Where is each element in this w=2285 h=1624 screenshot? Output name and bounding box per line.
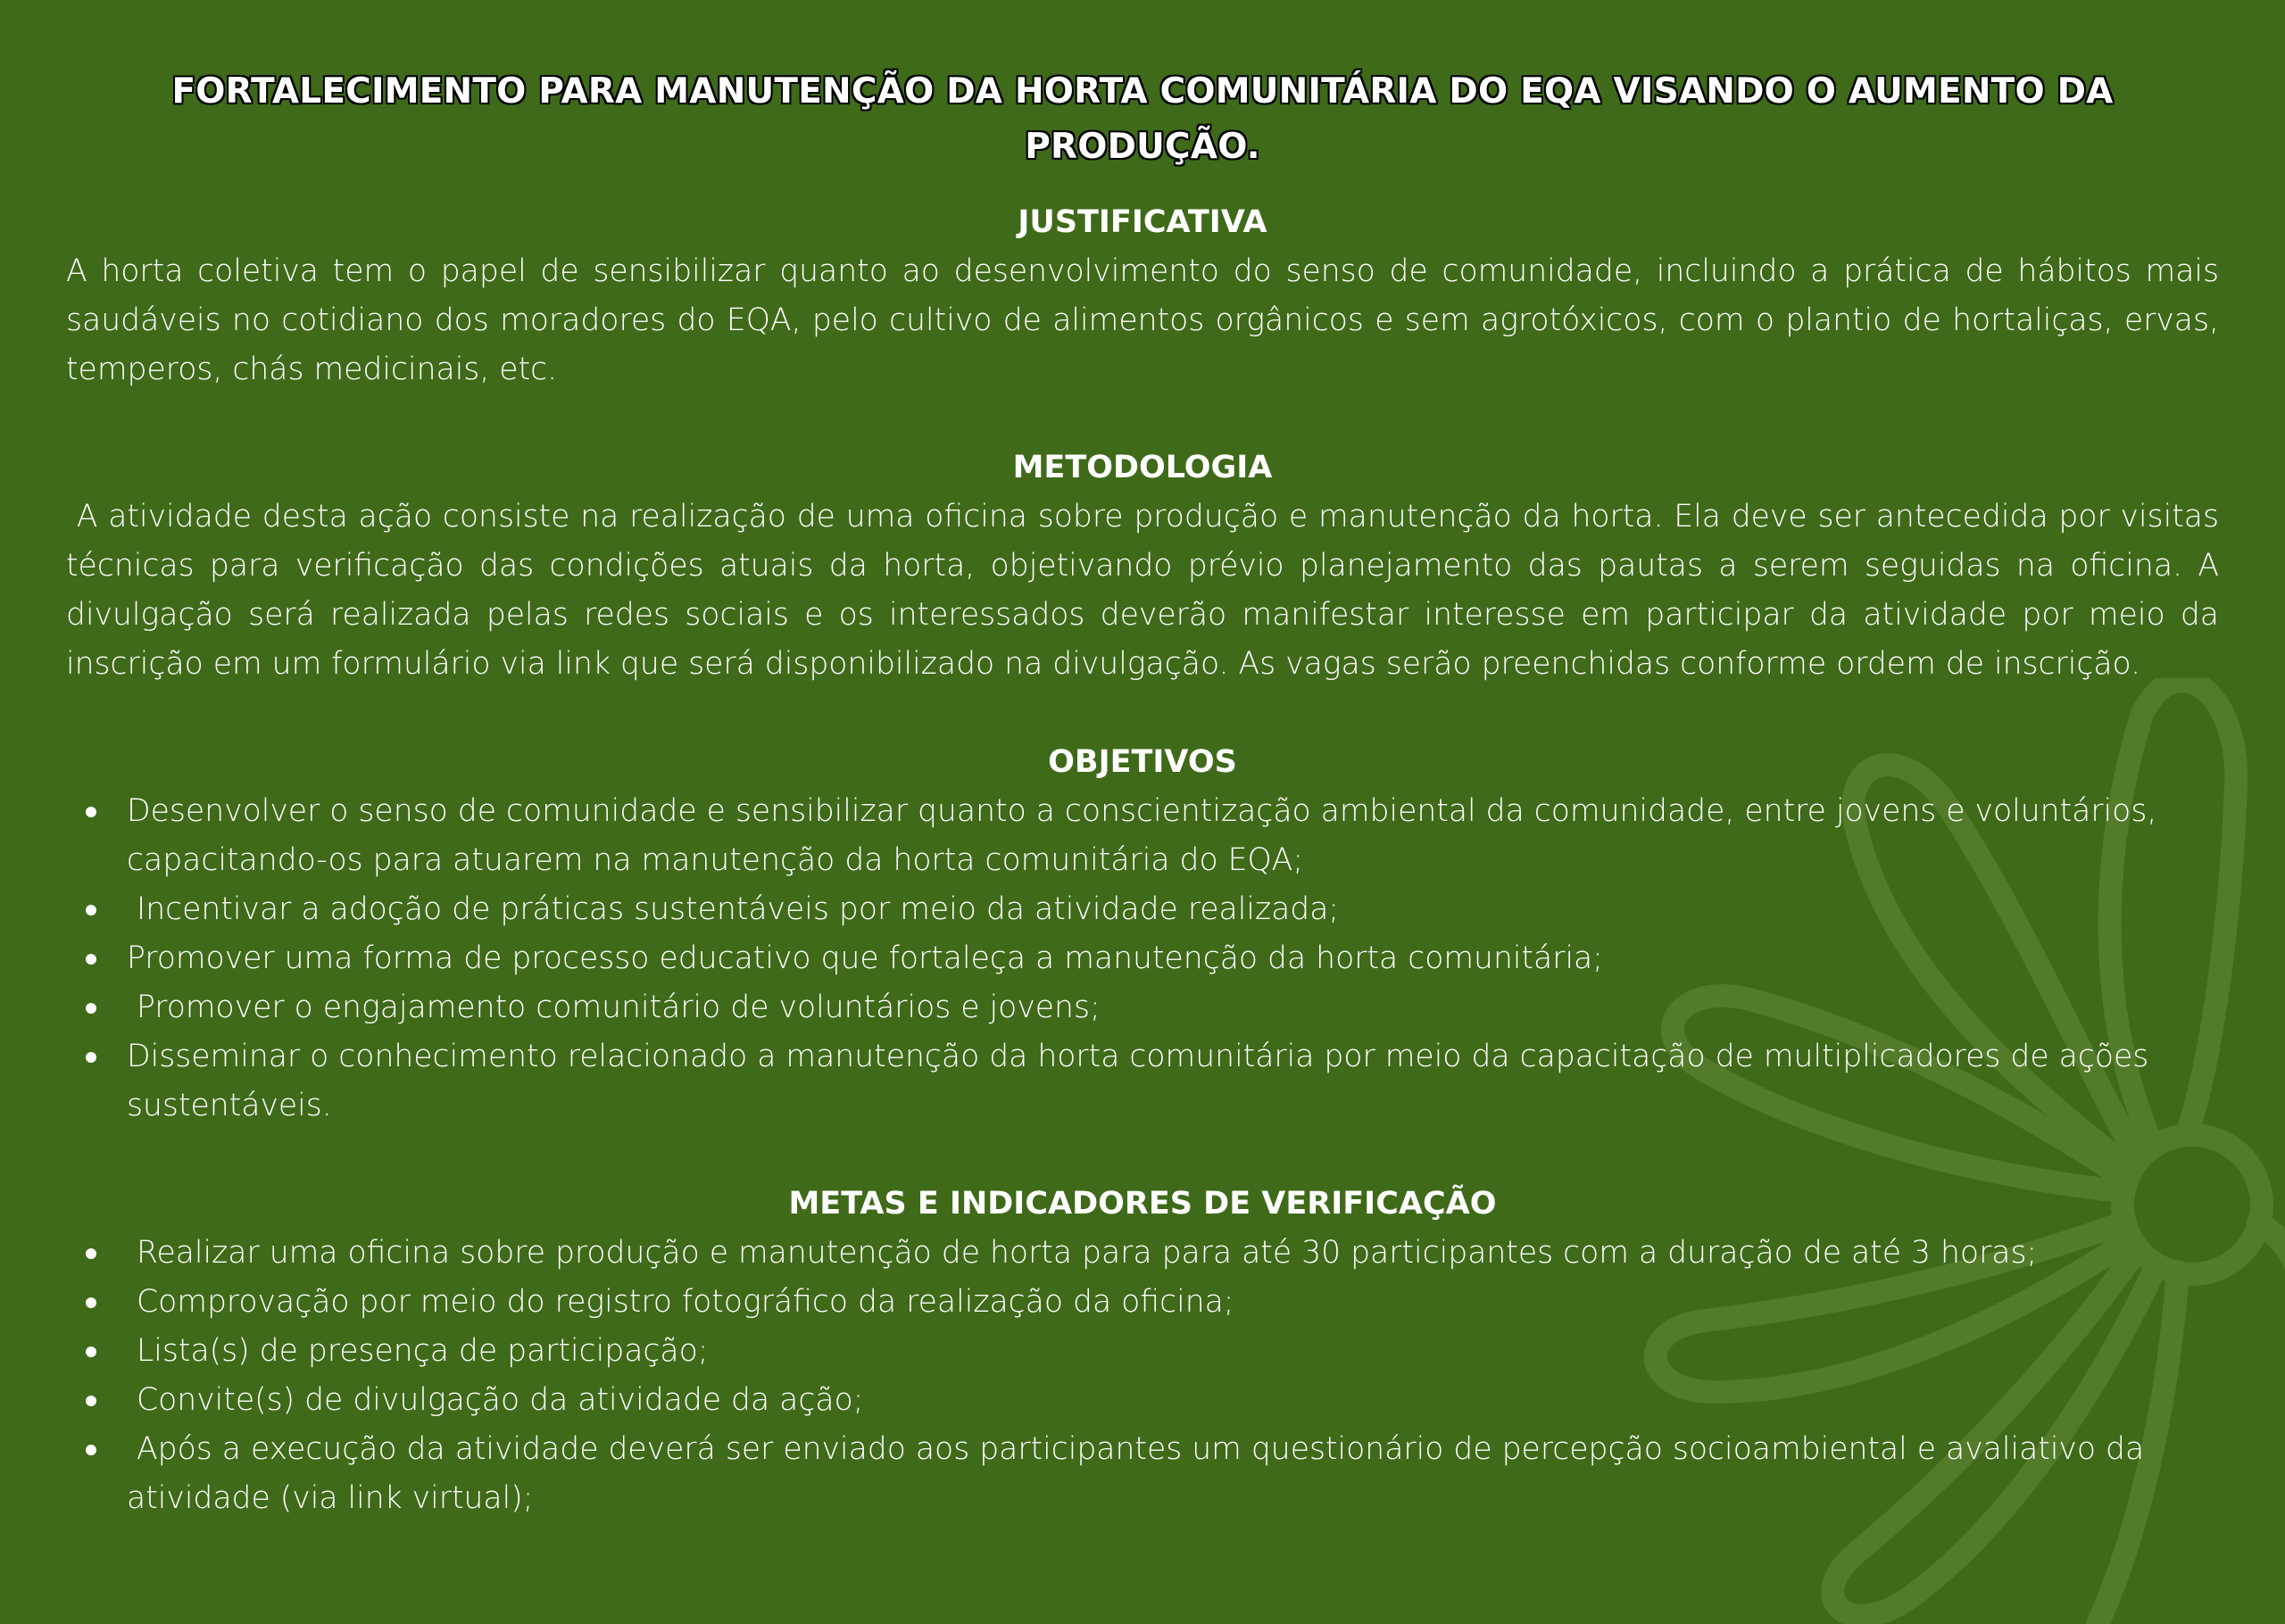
bullet-icon bbox=[86, 1346, 96, 1357]
bullet-icon bbox=[86, 1003, 96, 1014]
section-heading: METAS E INDICADORES DE VERIFICAÇÃO bbox=[788, 1186, 1497, 1222]
section-metodologia bbox=[66, 443, 2229, 689]
bullet-icon bbox=[86, 1248, 96, 1259]
list-item bbox=[66, 1229, 2219, 1278]
list-item bbox=[66, 1425, 2219, 1523]
section-paragraph: A horta coletiva tem o papel de sensibilizar quanto ao desenvolvimento do senso de comunidade, incluindo a prática de hábitos mais saudáveis no cotidiano dos moradores do EQA, pelo cultivo de alimentos orgânicos e sem agrotóxicos, com o plantio de hortaliças, ervas, temperos, chás medicinais, etc. bbox=[66, 253, 2219, 387]
bullet-icon bbox=[86, 1445, 96, 1455]
list-item bbox=[66, 934, 2219, 983]
list-item-text: Após a execução da atividade deverá ser enviado aos participantes um questionário de percepção socioambiental e avaliativo da atividade (via link virtual); bbox=[127, 1431, 2155, 1516]
list-item-text: Desenvolver o senso de comunidade e sensibilizar quanto a conscientização ambiental da comunidade, entre jovens e voluntários, capacitando-os para atuarem na manutenção da horta comunitária do EQA; bbox=[127, 793, 2157, 878]
list-item-text: Realizar uma oficina sobre produção e manutenção de horta para para até 30 participantes com a duração de até 3 horas; bbox=[127, 1235, 2038, 1271]
document-title: FORTALECIMENTO PARA MANUTENÇÃO DA HORTA COMUNITÁRIA DO EQA VISANDO O AUMENTO DA PRODUÇÃO. bbox=[171, 71, 2114, 167]
bullet-icon bbox=[86, 807, 96, 817]
list-item-text: Promover o engajamento comunitário de voluntários e jovens; bbox=[127, 990, 1101, 1025]
section-heading: METODOLOGIA bbox=[1012, 450, 1273, 485]
list-item-text: Promover uma forma de processo educativo que fortaleça a manutenção da horta comunitária; bbox=[127, 940, 1603, 976]
section-paragraph: A atividade desta ação consiste na realização de uma oficina sobre produção e manutenção da horta. Ela deve ser antecedida por visitas técnicas para verificação das condições atuais da horta, objetivando prévio planejamento das pautas a serem seguidas na oficina. A divulgação será realizada pelas redes sociais e os interessados deverão manifestar interesse em participar da atividade por meio da inscrição em um formulário via link que será disponibilizado na divulgação. As vagas serão preenchidas conforme ordem de inscrição. bbox=[66, 499, 2229, 682]
bullet-icon bbox=[86, 1297, 96, 1308]
objectives-list bbox=[66, 787, 2219, 1131]
list-item bbox=[66, 787, 2219, 885]
list-item bbox=[66, 983, 2219, 1032]
bullet-icon bbox=[86, 905, 96, 916]
section-metas-indicadores bbox=[66, 1180, 2219, 1523]
goals-list bbox=[66, 1229, 2219, 1523]
bullet-icon bbox=[86, 954, 96, 965]
list-item bbox=[66, 1278, 2219, 1327]
list-item bbox=[66, 885, 2219, 934]
document-body bbox=[66, 64, 2229, 1523]
section-heading: OBJETIVOS bbox=[1048, 744, 1237, 780]
list-item-text: Lista(s) de presença de participação; bbox=[127, 1333, 709, 1369]
list-item-text: Incentivar a adoção de práticas sustentáveis por meio da atividade realizada; bbox=[127, 891, 1340, 927]
list-item bbox=[66, 1376, 2219, 1425]
section-objetivos bbox=[66, 738, 2219, 1131]
bullet-icon bbox=[86, 1052, 96, 1063]
list-item-text: Comprovação por meio do registro fotográfico da realização da oficina; bbox=[127, 1284, 1234, 1320]
list-item bbox=[66, 1327, 2219, 1376]
list-item-text: Disseminar o conhecimento relacionado a manutenção da horta comunitária por meio da capacitação de multiplicadores de ações sustentáveis. bbox=[127, 1039, 2149, 1123]
list-item bbox=[66, 1032, 2219, 1131]
section-justificativa bbox=[66, 198, 2219, 394]
bullet-icon bbox=[86, 1396, 96, 1406]
section-heading: JUSTIFICATIVA bbox=[1018, 204, 1267, 240]
list-item-text: Convite(s) de divulgação da atividade da ação; bbox=[127, 1382, 864, 1418]
